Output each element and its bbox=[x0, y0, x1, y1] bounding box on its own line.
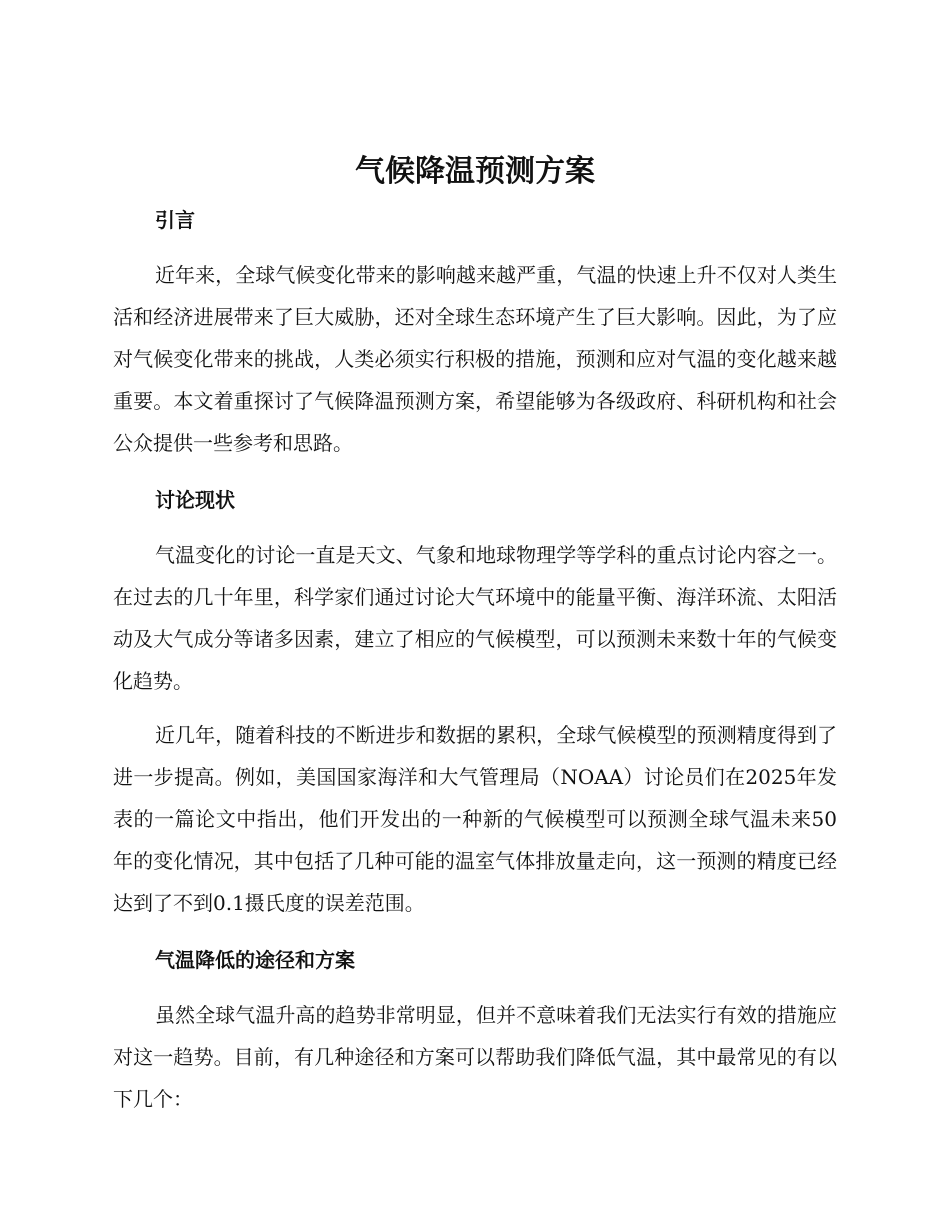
document-body bbox=[113, 198, 837, 1120]
paragraph-introduction: 近年来，全球气候变化带来的影响越来越严重，气温的快速上升不仅对人类生活和经济进展带来了巨大威胁，还对全球生态环境产生了巨大影响。因此，为了应对气候变化带来的挑战，人类必须实行积极的措施，预测和应对气温的变化越来越重要。本文着重探讨了气候降温预测方案，希望能够为各级政府、科研机构和社会公众提供一些参考和思路。 bbox=[113, 263, 837, 455]
section-heading-cooling-approaches: 气温降低的途径和方案 bbox=[155, 948, 355, 972]
section-heading-introduction: 引言 bbox=[155, 208, 195, 232]
document-title: 气候降温预测方案 bbox=[355, 154, 595, 189]
paragraph-cooling-approaches: 虽然全球气温升高的趋势非常明显，但并不意味着我们无法实行有效的措施应对这一趋势。目前，有几种途径和方案可以帮助我们降低气温，其中最常见的有以下几个： bbox=[113, 1003, 837, 1111]
paragraph-current-status-1: 气温变化的讨论一直是天文、气象和地球物理学等学科的重点讨论内容之一。在过去的几十年里，科学家们通过讨论大气环境中的能量平衡、海洋环流、太阳活动及大气成分等诸多因素，建立了相应的气候模型，可以预测未来数十年的气候变化趋势。 bbox=[113, 543, 837, 693]
section-heading-current-status: 讨论现状 bbox=[155, 488, 235, 512]
paragraph-current-status-2: 近几年，随着科技的不断进步和数据的累积，全球气候模型的预测精度得到了进一步提高。例如，美国国家海洋和大气管理局（NOAA）讨论员们在2025年发表的一篇论文中指出，他们开发出的一种新的气候模型可以预测全球气温未来50年的变化情况，其中包括了几种可能的温室气体排放量走向，这一预测的精度已经达到了不到0.1摄氏度的误差范围。 bbox=[113, 723, 837, 915]
